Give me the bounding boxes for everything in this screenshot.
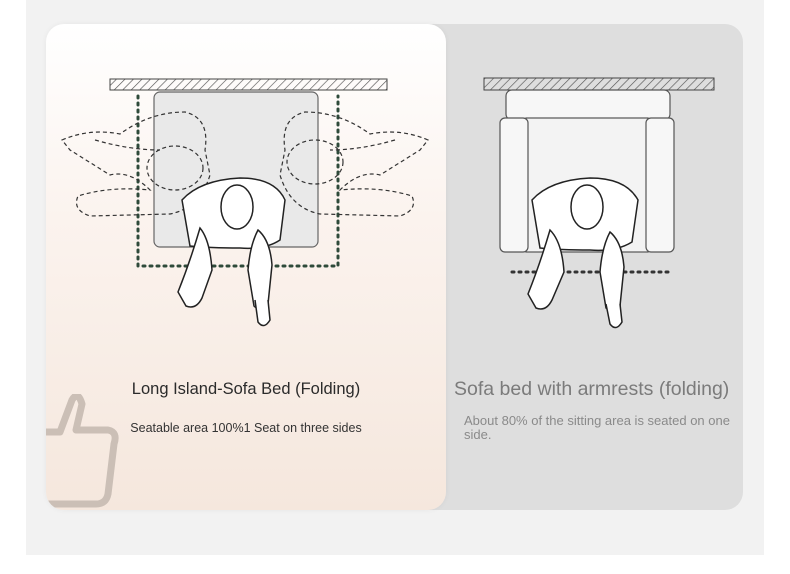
armrest-sofa-title: Sofa bed with armrests (folding)	[454, 378, 730, 400]
long-island-sofa-illustration	[0, 0, 446, 340]
armrest-sofa-illustration	[454, 24, 740, 344]
thumbs-up-icon	[46, 394, 126, 510]
armrest-sofa-subtitle: About 80% of the sitting area is seated on one side.	[464, 413, 730, 442]
long-island-title: Long Island-Sofa Bed (Folding)	[131, 380, 361, 398]
long-island-subtitle: Seatable area 100%1 Seat on three sides	[130, 421, 362, 435]
